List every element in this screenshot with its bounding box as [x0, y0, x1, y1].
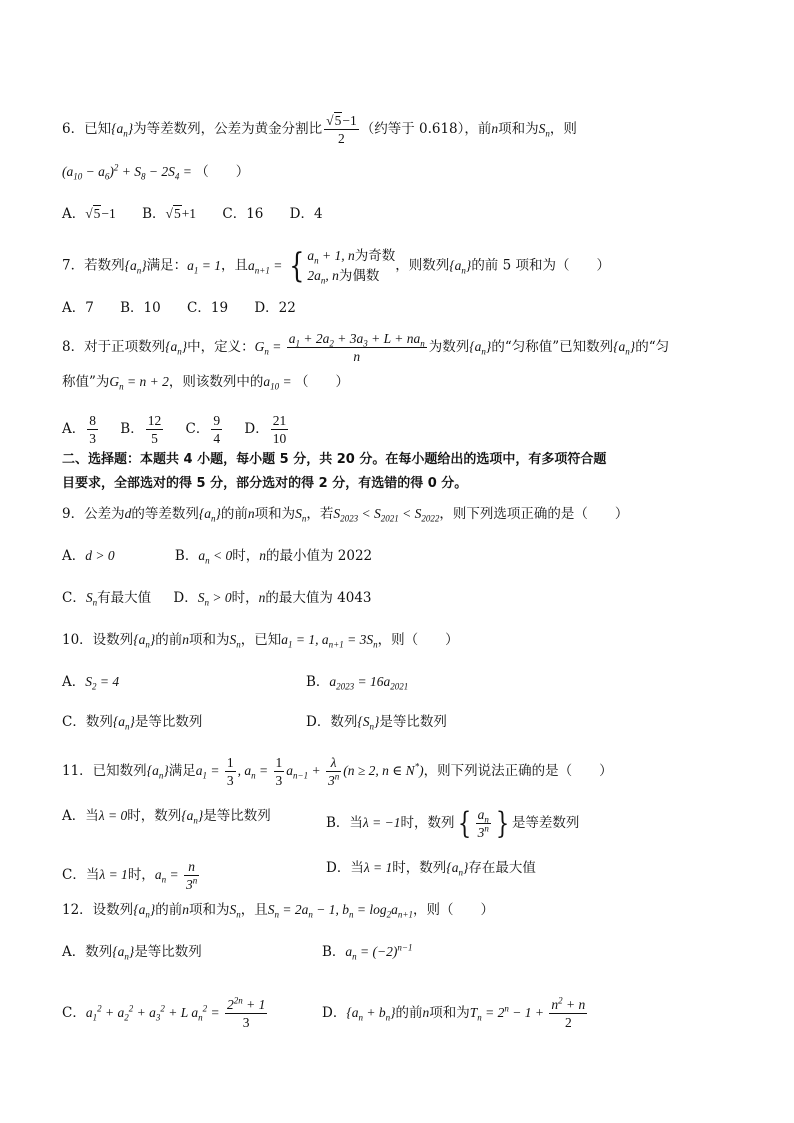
q10-text: 的前 — [155, 632, 183, 648]
q12-options-b — [322, 942, 412, 962]
math-sn: $S_n$ — [229, 902, 241, 920]
q9-text: ，则下列选项正确的是（ ） — [439, 506, 629, 522]
q7-text: 满足： — [146, 257, 188, 274]
q8-text: 为数列 — [428, 339, 470, 355]
q9-text: 的最小值为 2022 — [265, 548, 373, 564]
fraction: $\frac{\lambda}{3^n}$ — [327, 755, 340, 788]
math-sn: $S_n$ — [229, 632, 241, 650]
math: $S_n = 2a_n - 1$, $b_n = \log_2a_{n+1}$ — [267, 902, 413, 920]
section-2-heading-cont: 目要求，全部选对的得 5 分，部分选对的得 2 分，有选错的得 0 分。 — [62, 476, 468, 491]
q12-stem — [62, 900, 494, 920]
q7-text: ，则数列 — [395, 257, 450, 274]
q10-text: 是等比数列 — [134, 714, 203, 730]
q8-text: 的“匀 — [635, 339, 670, 355]
math: $\{a_n + b_n\}$ — [346, 1005, 396, 1023]
fraction: $\frac{n^2 + n}{2}$ — [551, 995, 586, 1030]
q8-text: ，则该数列中的 — [168, 374, 264, 390]
q10-option-d: D．数列 — [306, 714, 358, 730]
q6-options — [62, 204, 323, 224]
fraction: $\frac{2^{2n} + 1}{3}$ — [226, 995, 266, 1030]
math: $G_n$ = — [254, 339, 285, 357]
math: $a_{10}$ = — [263, 374, 296, 392]
math: $a_1 = 1$, $a_{n+1} = 3S_n$ — [281, 632, 378, 650]
fraction: $\frac{9}{4}$ — [213, 413, 221, 446]
q8-stem — [62, 330, 669, 365]
q7-option-a: A．7 — [62, 300, 94, 316]
q11-text: ，则下列说法正确的是（ ） — [423, 763, 613, 779]
q8-stem-2 — [62, 372, 349, 392]
math: $G_n = n + 2$ — [109, 374, 169, 392]
q7-stem — [62, 246, 610, 286]
q11-option-b: B．当 — [326, 815, 363, 831]
seq-a: $\{a_n\}$ — [613, 339, 636, 357]
left-brace: { — [288, 246, 305, 286]
seq-a: $\{a_n\}$ — [165, 339, 188, 357]
math: √5−1 — [85, 206, 116, 221]
q12-text: 项和为 — [189, 902, 230, 918]
math: $a_n = (-2)^{n-1}$ — [345, 942, 413, 962]
seq-a: $\{a_n\}$ — [124, 257, 147, 276]
math-n: n — [182, 902, 189, 917]
q12-text: ，且 — [240, 902, 268, 918]
answer-blank: （ ） — [295, 374, 350, 390]
q7-option-d: D．22 — [254, 300, 296, 316]
math-n: n — [259, 548, 266, 563]
q12-options-c — [62, 996, 269, 1031]
seq-a: $\{a_n\}$ — [133, 632, 156, 650]
math: λ = 0 — [98, 808, 128, 823]
q12-option-b: B． — [322, 944, 346, 960]
q12-options-a — [62, 942, 202, 962]
fraction: $\frac{8}{3}$ — [89, 413, 96, 446]
seq-a: $\{a_n\}$ — [112, 944, 135, 962]
q7-text: 的前 5 项和为（ ） — [471, 257, 610, 274]
q6-option-c: C．16 — [222, 206, 264, 222]
math: d > 0 — [85, 548, 115, 563]
q11-options-d — [326, 858, 536, 878]
q11-text: 满足 — [168, 763, 196, 779]
q9-option-a: A． — [62, 548, 86, 564]
seq-a: $\{a_n\}$ — [469, 339, 492, 357]
q9-text: 的最大值为 4043 — [265, 590, 372, 606]
q8-options — [62, 412, 290, 447]
math-n: n — [247, 506, 255, 521]
q11-text: 时， — [127, 867, 155, 883]
math-d: d — [124, 506, 132, 521]
q9-text: 时， — [232, 548, 260, 564]
q10-options-c — [62, 712, 202, 732]
case-label: 为偶数 — [338, 268, 380, 284]
q12-text: 是等比数列 — [134, 944, 202, 960]
fraction: $\frac{n}{3^n}$ — [185, 859, 198, 892]
fraction: $\frac{a_n}{3^n}$ — [477, 807, 489, 840]
g-fraction: $\frac{a_1 + 2a_2 + 3a_3 + L + na_n}{n}$ — [288, 331, 425, 364]
q11-text: 存在最大值 — [468, 860, 536, 876]
left-brace: { — [457, 805, 471, 841]
q9-options-ab — [62, 546, 372, 566]
q7-text: ，且 — [221, 257, 249, 274]
q7-option-b: B．10 — [120, 300, 161, 316]
q12-text: 的前 — [395, 1005, 423, 1021]
math-n: n — [182, 632, 189, 647]
q10-stem — [62, 630, 459, 650]
q7-options — [62, 298, 296, 318]
q10-text: 是等比数列 — [379, 714, 447, 730]
q6-text: ，则 — [549, 121, 577, 137]
q9-text: 的前 — [220, 506, 248, 522]
q11-option-d: D．当 — [326, 860, 364, 876]
q12-text: 的前 — [155, 902, 183, 918]
q6-expression — [62, 162, 249, 182]
section-2-heading: 二、选择题：本题共 4 小题，每小题 5 分，共 20 分。在每小题给出的选项中，有多项符合题 — [62, 452, 607, 467]
math: $T_n = 2^n - 1$ + — [469, 1003, 548, 1023]
seq-a: $\{a_n\}$ — [133, 902, 156, 920]
fraction: $\frac{21}{10}$ — [272, 413, 287, 446]
fraction: $\frac{1}{3}$ — [275, 755, 283, 788]
math-sn: $S_n$ — [538, 121, 550, 139]
fraction: $\frac{1}{3}$ — [226, 755, 234, 788]
math-n: n — [258, 590, 266, 605]
math: (n ≥ 2, n ∈ N*) — [343, 761, 424, 778]
right-brace: } — [495, 805, 510, 841]
math-n: n — [491, 121, 499, 136]
q8-option-b: B． — [120, 421, 144, 437]
q9-text: 的等差数列 — [131, 506, 199, 522]
golden-ratio-fraction: $\frac{√5-1}{2}$ — [326, 113, 357, 146]
q6-option-a: A． — [62, 206, 86, 222]
q10-text: 项和为 — [189, 632, 230, 648]
math: $a_n < 0$ — [198, 548, 233, 566]
math: λ = −1 — [362, 815, 401, 830]
q8-option-c: C． — [185, 421, 210, 437]
q10-option-b-line — [306, 672, 408, 692]
q8-number: 8．对于正项数列 — [62, 339, 166, 355]
q8-text: 的“匀称值”已知数列 — [491, 339, 614, 355]
q6-text: （约等于 0.618），前 — [360, 121, 492, 137]
q9-text: 有最大值 — [97, 590, 152, 606]
piecewise-cases: $a_n + 1$, n为奇数 $2a_n$, n为偶数 — [307, 248, 396, 286]
q11-number: 11．已知数列 — [62, 763, 147, 779]
q12-options-d — [322, 996, 589, 1031]
q7-option-c: C．19 — [187, 300, 229, 316]
q8-option-a: A． — [62, 421, 86, 437]
seq-a: $\{a_n\}$ — [181, 808, 204, 826]
q8-text: 中，定义： — [187, 339, 255, 355]
case-label: 为奇数 — [354, 248, 396, 264]
q6-stem — [62, 112, 577, 147]
q12-text: ，则（ ） — [412, 902, 494, 918]
math: λ = 1 — [363, 860, 393, 875]
q11-option-a: A．当 — [62, 808, 99, 824]
math-n: n — [422, 1005, 430, 1020]
q9-stem — [62, 504, 628, 524]
math: $S_{2023} < S_{2021} < S_{2022}$ — [333, 506, 440, 524]
q10-option-a: A． — [62, 674, 86, 690]
q9-option-d: D． — [173, 590, 198, 606]
q10-options-ab — [62, 672, 119, 692]
q11-text: 时，数列 — [127, 808, 182, 824]
q12-option-a: A．数列 — [62, 944, 113, 960]
seq-a: $\{a_n\}$ — [446, 860, 469, 878]
seq-a: $\{a_n\}$ — [111, 121, 134, 139]
seq-s: $\{S_n\}$ — [357, 714, 380, 732]
q11-option-b-line — [326, 806, 579, 841]
math: √5+1 — [165, 206, 197, 221]
math: $a_{2023} = 16a_{2021}$ — [329, 674, 409, 692]
q12-text: 项和为 — [429, 1005, 470, 1021]
seq-a: $\{a_n\}$ — [112, 714, 135, 732]
math: λ = 1 — [99, 867, 128, 882]
q11-options-ab — [62, 806, 271, 826]
answer-blank: （ ） — [195, 164, 250, 180]
q8-text: 称值”为 — [62, 374, 110, 390]
q12-option-c: C． — [62, 1005, 86, 1021]
q12-option-d: D． — [322, 1005, 347, 1021]
q7-number: 7．若数列 — [62, 257, 125, 274]
math-sn: $S_n$ — [295, 506, 307, 524]
math: $a_{n+1}$ = — [248, 257, 286, 276]
q9-option-b: B． — [174, 548, 199, 564]
q9-text: 项和为 — [254, 506, 296, 522]
math-sn: $S_n$ — [85, 590, 98, 608]
q11-stem — [62, 754, 613, 789]
q9-option-c: C． — [62, 590, 86, 606]
q6-number: 6． — [62, 121, 85, 137]
q9-options-cd — [62, 588, 372, 608]
q10-text: ，则（ ） — [377, 632, 459, 648]
math: $a_{n-1}$ + — [286, 763, 324, 781]
q6-text: 项和为 — [498, 121, 539, 137]
q9-text: ，若 — [306, 506, 334, 522]
q6-option-b: B． — [142, 206, 166, 222]
q10-number: 10．设数列 — [62, 632, 134, 648]
q11-text: 时，数列 — [392, 860, 447, 876]
q6-text: 为等差数列，公差为黄金分割比 — [133, 121, 323, 137]
math: $a_1 = 1$ — [187, 257, 222, 276]
math: $a_n$ = — [154, 867, 182, 885]
seq-a: $\{a_n\}$ — [146, 763, 169, 781]
fraction: $\frac{12}{5}$ — [147, 413, 162, 446]
q6-formula: $(a_{10} - a_6)^2 + S_8 - 2S_4$ = — [62, 162, 196, 182]
math: $S_2 = 4$ — [85, 674, 120, 692]
q8-option-d: D． — [244, 421, 269, 437]
q10-text: ，已知 — [240, 632, 282, 648]
math: $S_n > 0$ — [197, 590, 232, 608]
q10-options-d — [306, 712, 447, 732]
seq-a: $\{a_n\}$ — [198, 506, 221, 524]
q12-number: 12．设数列 — [62, 902, 134, 918]
math: $a_1^2 + a_2^2 + a_3^2 + L$ $a_n^2$ = — [85, 1003, 223, 1023]
q10-option-c: C．数列 — [62, 714, 113, 730]
q11-text: 是等比数列 — [203, 808, 271, 824]
math: , $a_n$ = — [237, 763, 272, 781]
seq-a: $\{a_n\}$ — [449, 257, 472, 276]
q11-options-c — [62, 858, 201, 893]
math: $a_1$ = — [195, 763, 223, 781]
q11-text: 时，数列 — [400, 815, 455, 831]
q10-option-b: B． — [306, 674, 330, 690]
q9-text: 时， — [231, 590, 259, 606]
q6-text: 已知 — [84, 121, 112, 137]
q9-number: 9．公差为 — [62, 506, 125, 522]
q11-option-c: C．当 — [62, 867, 100, 883]
q6-option-d: D．4 — [289, 206, 323, 222]
q11-text: 是等差数列 — [511, 815, 580, 831]
